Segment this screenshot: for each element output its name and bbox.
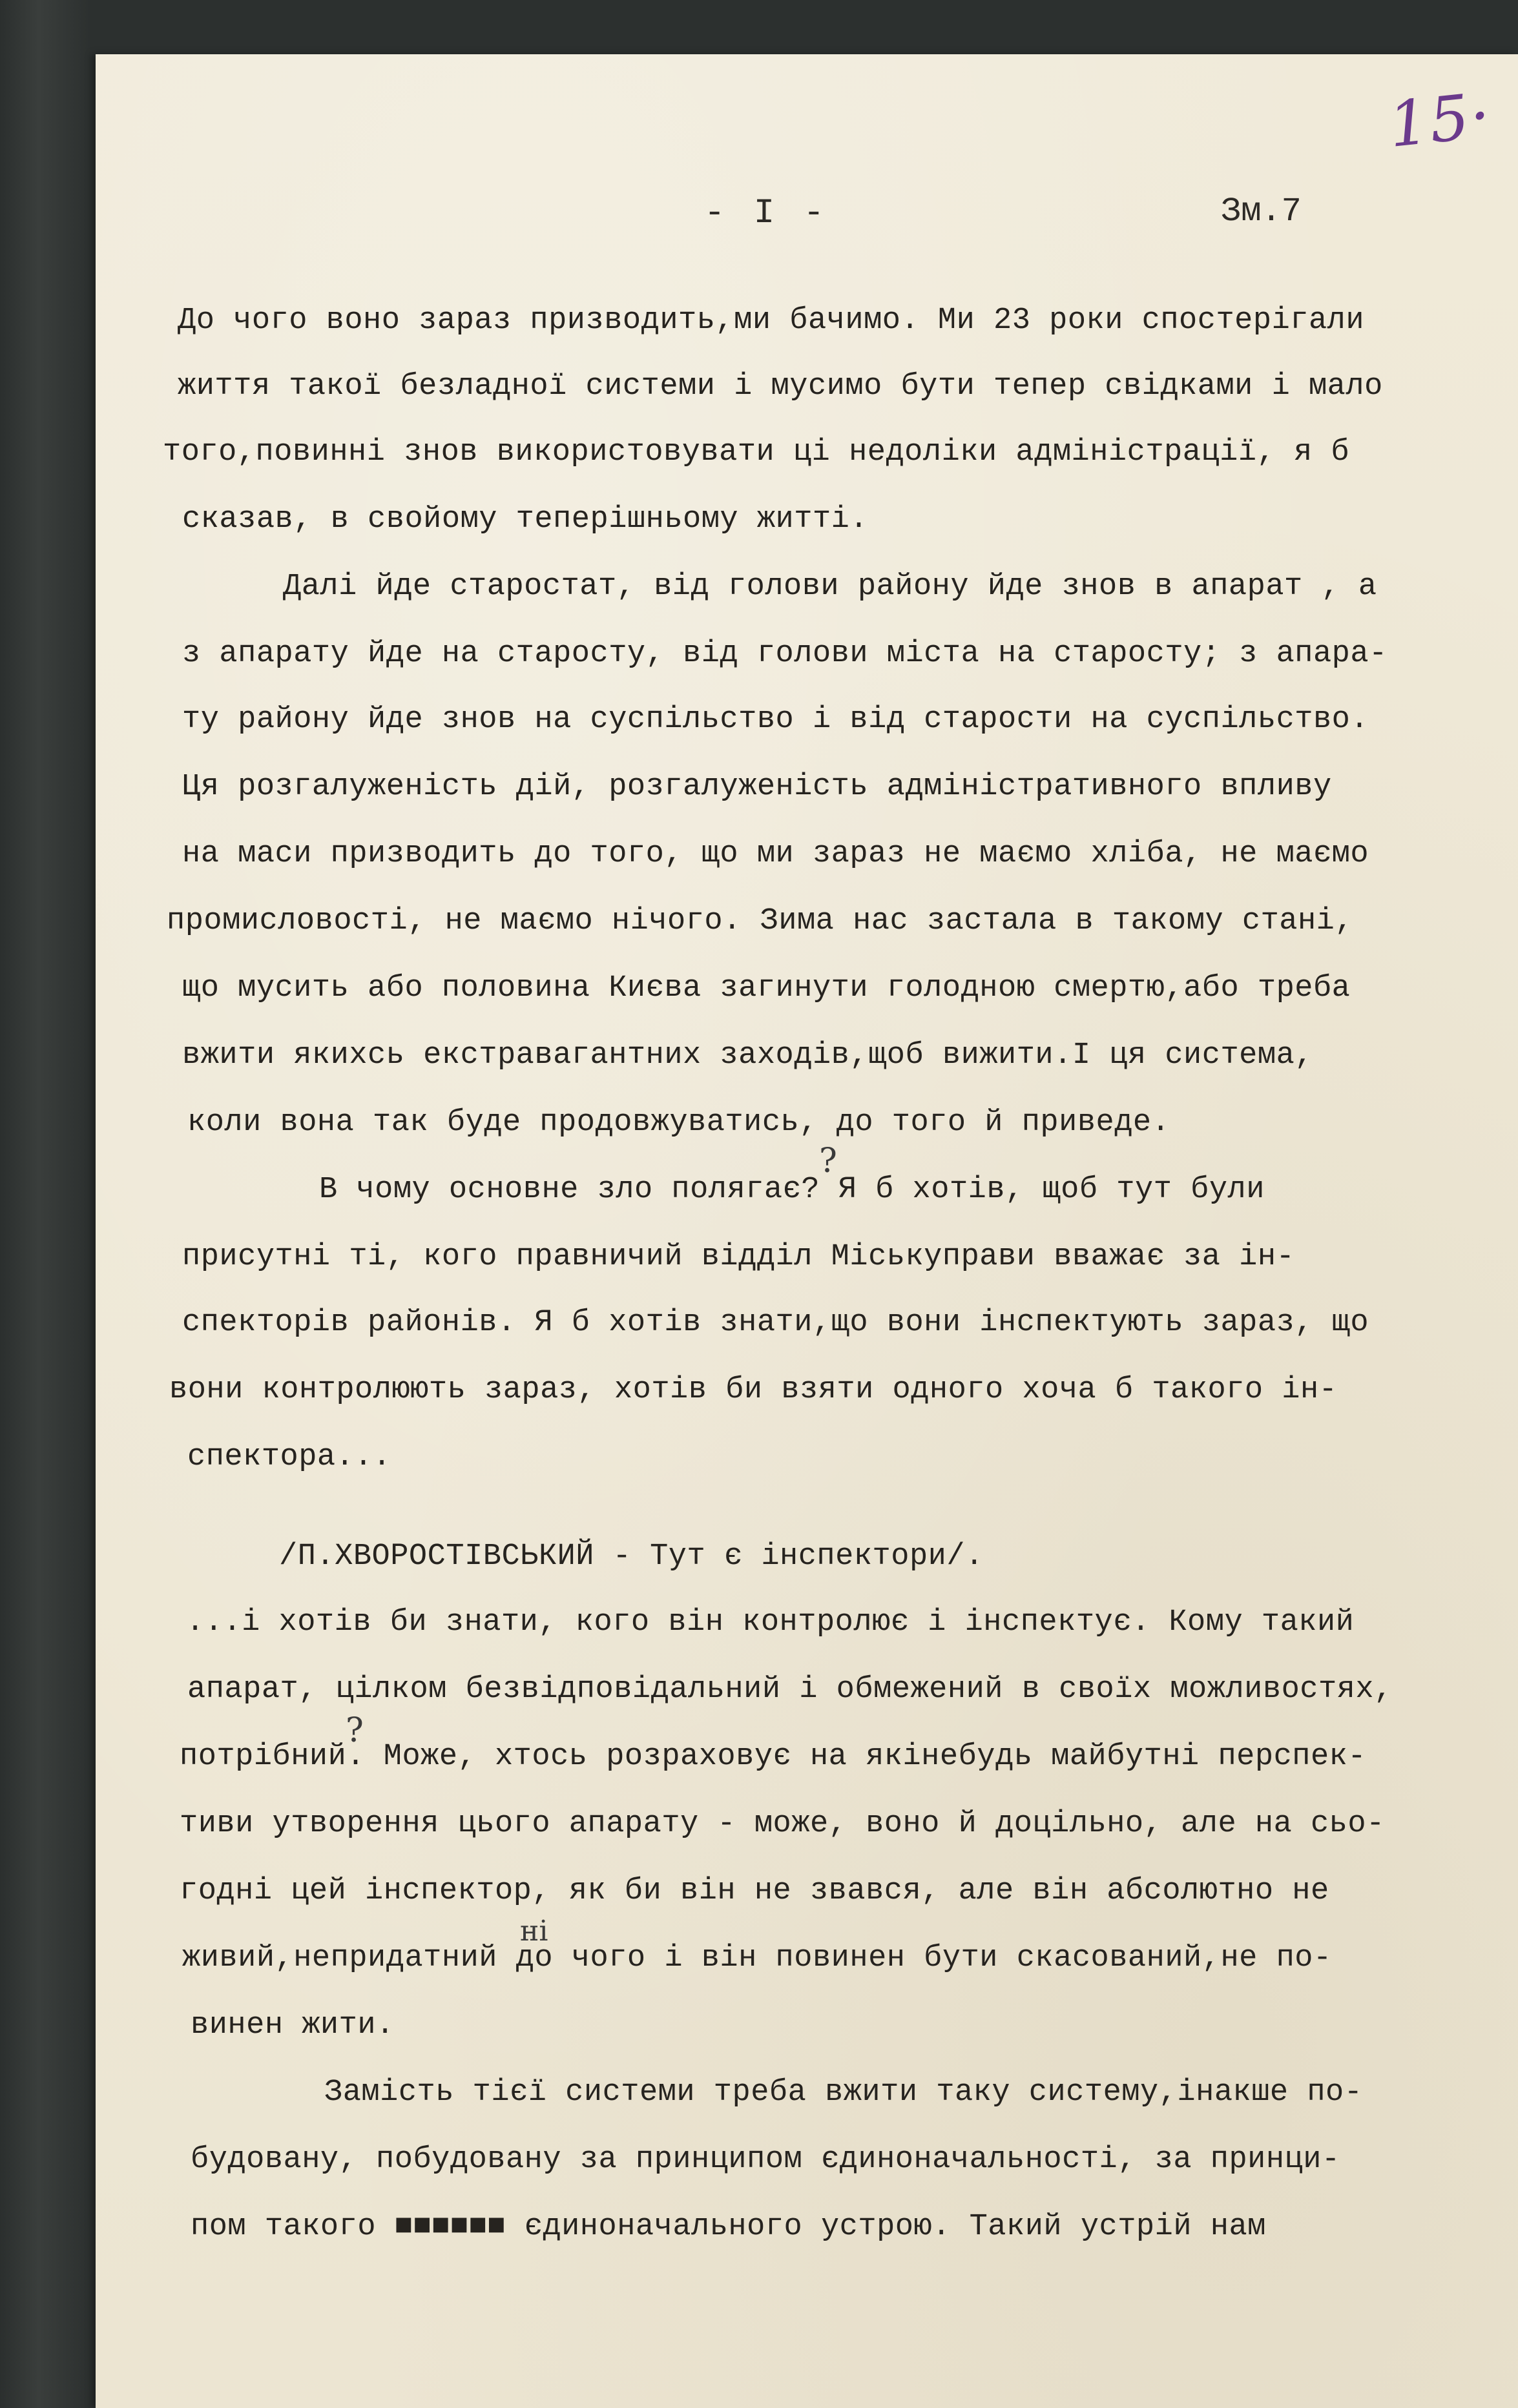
text-line: будовану, побудовану за принципом єдиноначальності, за принци-	[191, 2143, 1340, 2177]
text-line: коли вона так буде продовжуватись, до того й приведе.	[187, 1106, 1170, 1140]
text-line: сказав, в свойому теперішньому житті.	[182, 502, 869, 537]
page-marker: - I -	[704, 194, 829, 233]
text-line: на маси призводить до того, що ми зараз не маємо хліба, не маємо	[182, 837, 1369, 871]
text-line: промисловості, не маємо нічого. Зима нас застала в такому стані,	[167, 904, 1354, 938]
text-line: з апарату йде на старосту, від голови міста на старосту; з апара-	[182, 637, 1388, 671]
text-line: До чого воно зараз призводить,ми бачимо. Ми 23 роки спостерігали	[178, 304, 1365, 338]
text-line: спекторів районів. Я б хотів знати,що вони інспектують зараз, що	[182, 1306, 1369, 1340]
text-line: що мусить або половина Києва загинути голодною смертю,або треба	[182, 971, 1351, 1005]
text-line: вони контролюють зараз, хотів би взяти одного хоча б такого ін-	[169, 1373, 1338, 1407]
interlinear-insert: ні	[520, 1915, 548, 1948]
text-line: тиви утворення цього апарату - може, воно й доцільно, але на сьо-	[180, 1807, 1385, 1841]
text-line: потрібний. Може, хтось розраховує на якінебудь майбутні перспек-	[180, 1740, 1367, 1774]
text-line: ...і хотів би знати, кого він контролює і інспектує. Кому такий	[186, 1605, 1355, 1640]
text-line: життя такої безладної системи і мусимо бути тепер свідками і мало	[178, 369, 1383, 404]
text-line: присутні ті, кого правничий відділ Міськуправи вважає за ін-	[182, 1240, 1295, 1274]
text-line: годні цей інспектор, як би він не звався, але він абсолютно не	[180, 1874, 1329, 1908]
text-line: Замість тієї системи треба вжити таку систему,інакше по-	[324, 2075, 1363, 2110]
text-line: В чому основне зло полягає? Я б хотів, щоб тут були	[319, 1173, 1265, 1207]
text-line: винен жити.	[191, 2008, 395, 2043]
text-line: того,повинні знов використовувати ці недоліки адміністрації, я б	[163, 435, 1350, 469]
text-line: Далі йде старостат, від голови району йде знов в апарат , а	[283, 570, 1377, 604]
text-line: спектора...	[187, 1440, 391, 1474]
document-page	[96, 54, 1518, 2408]
text-line: апарат, цілком безвідповідальний і обмежений в своїх можливостях,	[187, 1672, 1393, 1707]
handwritten-question-mark: ?	[819, 1142, 837, 1180]
text-line: живий,непридатний до чого і він повинен бути скасований,не по-	[182, 1941, 1332, 1975]
text-line: вжити якихсь екстравагантних заходів,щоб вижити.І ця система,	[182, 1038, 1313, 1073]
text-line-speaker-remark: /П.ХВОРОСТІВСЬКИЙ - Тут є інспектори/.	[279, 1539, 984, 1574]
handwritten-question-mark: ?	[346, 1711, 364, 1750]
handwritten-page-number: 15·	[1385, 79, 1495, 161]
text-line: ту району йде знов на суспільство і від старости на суспільство.	[182, 703, 1369, 737]
text-line: пом такого ■■■■■■ єдиноначального устрою. Такий устрій нам	[191, 2210, 1266, 2244]
text-line: Ця розгалуженість дій, розгалуженість адміністративного впливу	[182, 770, 1332, 804]
section-reference: Зм.7	[1221, 192, 1302, 231]
